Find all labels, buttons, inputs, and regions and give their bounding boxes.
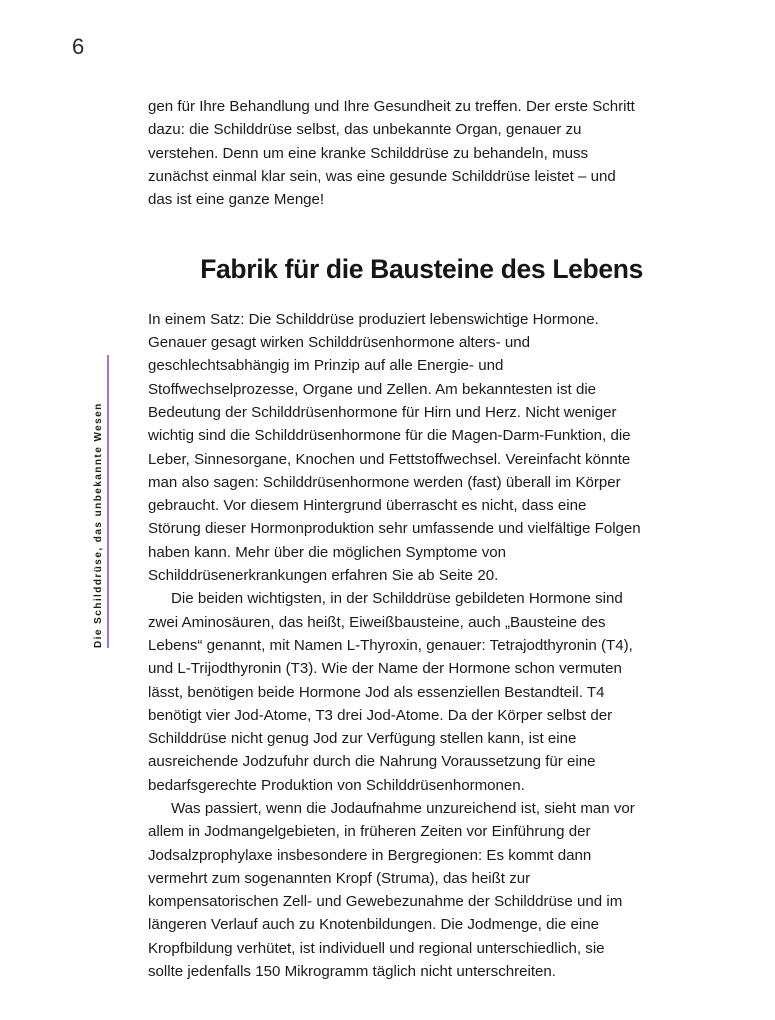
- chapter-heading: Fabrik für die Bausteine des Lebens: [200, 254, 643, 285]
- running-head-label: Die Schilddrüse, das unbekannte Wesen: [93, 402, 104, 648]
- running-head: [93, 355, 109, 648]
- page-number: 6: [72, 34, 85, 59]
- body-paragraph-1: In einem Satz: Die Schilddrüse produziert lebenswichtige Hormone. Genauer gesagt wirken Schilddrüsenhormone alters- und geschlechtsabhängig im Prinzip auf alle Energie- und Stoffwechselprozesse, Organe und Zellen. Am bekanntesten ist die Bedeutung der Schilddrüsenhormone für Hirn und Herz. Nicht weniger wichtig sind die Schilddrüsenhormone für die Magen-Darm-Funktion, die Leber, Sinnesorgane, Knochen und Fettstoffwechsel. Vereinfacht könnte man also sagen: Schilddrüsenhormone werden (fast) überall im Körper gebraucht. Vor diesem Hintergrund überrascht es nicht, dass eine Störung dieser Hormonproduktion sehr umfassende und vielfältige Folgen haben kann. Mehr über die möglichen Symptome von Schilddrüsenerkrankungen erfahren Sie ab Seite 20.: [148, 310, 641, 585]
- running-head-rule: [107, 355, 109, 648]
- body-paragraph-3: Was passiert, wenn die Jodaufnahme unzureichend ist, sieht man vor allem in Jodmangelgebieten, in früheren Zeiten vor Einführung der Jodsalzprophylaxe insbesondere in Bergregionen: Es kommt dann vermehrt zum sogenannten Kropf (Struma), das heißt zur kompensatorischen Zell- und Gewebezunahme der Schilddrüse und im längeren Verlauf auch zu Knotenbildungen. Die Jodmenge, die eine Kropfbildung verhütet, ist individuell und regional unterschiedlich, sie sollte jedenfalls 150 Mikrogramm täglich nicht unterschreiten.: [148, 799, 635, 981]
- body-paragraph-2: Die beiden wichtigsten, in der Schilddrüse gebildeten Hormone sind zwei Aminosäuren, das heißt, Eiweißbausteine, auch „Bausteine des Lebens“ genannt, mit Namen L-Thyroxin, genauer: Tetrajodthyronin (T4), und L-Trijodthyronin (T3). Wie der Name der Hormone schon vermuten lässt, benötigen beide Hormone Jod als essenziellen Bestandteil. T4 benötigt vier Jod-Atome, T3 drei Jod-Atome. Da der Körper selbst der Schilddrüse nicht genug Jod zur Verfügung stellen kann, ist eine ausreichende Jodzufuhr durch die Nahrung Voraussetzung für eine bedarfsgerechte Produktion von Schilddrüsenhormonen.: [148, 590, 633, 794]
- text-column: [148, 95, 643, 983]
- intro-paragraph: gen für Ihre Behandlung und Ihre Gesundheit zu treffen. Der erste Schritt dazu: die Schilddrüse selbst, das unbekannte Organ, genauer zu verstehen. Denn um eine kranke Schilddrüse zu behandeln, muss zunächst einmal klar sein, was eine gesunde Schilddrüse leistet – und das ist eine ganze Menge!: [148, 98, 635, 209]
